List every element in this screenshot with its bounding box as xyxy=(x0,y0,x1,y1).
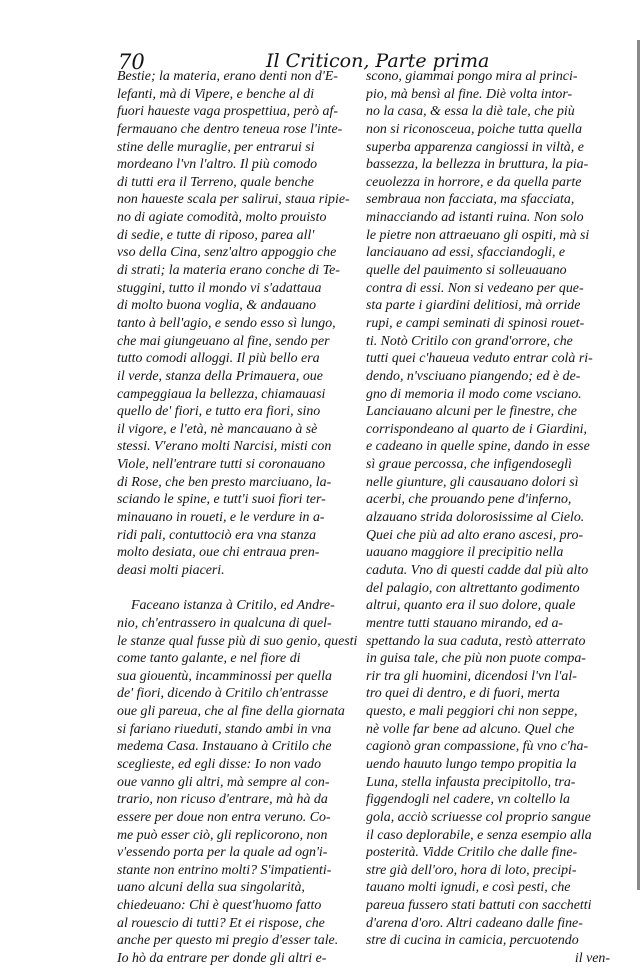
text-line: stuggini, tutto il mondo vi s'adattaua xyxy=(117,280,322,296)
text-line: corrispondeano al quarto de i Giardini, xyxy=(366,421,587,437)
text-line: e cadeano in quelle spine, dando in esse xyxy=(366,439,590,455)
text-line: lefanti, mà di Vipere, e benche al di xyxy=(117,86,315,102)
text-line: il ven- xyxy=(574,951,610,967)
text-line: Faceano istanza à Critilo, ed Andre- xyxy=(131,598,335,614)
text-line: tauano molti ignudi, e così pesti, che xyxy=(366,880,571,896)
text-line: minauano in roueti, e le verdure in a- xyxy=(117,510,325,526)
text-line: rupi, e campi seminati di spinosi rouet- xyxy=(366,315,585,331)
text-line: bassezza, la bellezza in bruttura, la pia- xyxy=(366,157,589,173)
text-line: di molto buona voglia, & andauano xyxy=(117,298,317,314)
text-line: acerbi, che prouando pene d'inferno, xyxy=(366,492,572,508)
text-line: stre già dell'oro, hora di loto, precipi- xyxy=(366,862,577,878)
text-line: trario, non ricuso d'entrare, mà hà da xyxy=(117,792,328,808)
text-line: Io hò da entrare per donde gli altri e- xyxy=(117,951,327,967)
paragraph-gap xyxy=(117,580,361,598)
text-line: di strati; la materia erano conche di Te- xyxy=(117,263,340,279)
text-line: no di agiate comodità, molto prouisto xyxy=(117,210,327,226)
text-line: non si riconosceua, poiche tutta quella xyxy=(366,121,583,137)
text-line: d'arena d'oro. Altri cadeano dalle fine- xyxy=(366,915,583,931)
page-edge-shadow xyxy=(637,40,640,890)
text-line: al rouescio di tutti? Et ei rispose, che xyxy=(117,915,325,931)
text-line: che mai giungeuano al fine, sendo per xyxy=(117,333,330,349)
right-text-column xyxy=(366,68,612,968)
text-line: lanciauano ad essi, sfacciandogli, e xyxy=(366,245,566,261)
text-line: minacciando ad istanti ruina. Non solo xyxy=(366,210,584,226)
text-line: gno di memoria il modo come vsciano. xyxy=(366,386,582,402)
text-line: vso della Cina, senz'altro appoggio che xyxy=(117,245,337,261)
text-line: questo, e mali peggiori chi non seppe, xyxy=(366,704,578,720)
text-line: stine delle muraglie, per entrarui si xyxy=(117,139,315,155)
text-line: uano alcuni della sua singolarità, xyxy=(117,880,305,896)
text-line: di sedie, e tutte di riposo, parea all' xyxy=(117,227,315,243)
text-line: quello de' fiori, e tutto era fiori, sino xyxy=(117,404,321,420)
text-line: nè volle far bene ad alcuno. Quel che xyxy=(366,721,575,737)
text-line: tro quei di dentro, e di fuori, merta xyxy=(366,686,560,702)
text-line: quelle del pauimento si solleuauano xyxy=(366,263,567,279)
text-line: molto desiata, oue chi entraua pren- xyxy=(117,545,320,561)
text-line: tutto comodi alloggi. Il più bello era xyxy=(117,351,320,367)
text-line: sta parte i giardini delitiosi, mà orride xyxy=(366,298,581,314)
text-line: no la casa, & essa la diè tale, che più xyxy=(366,104,575,120)
text-line: del palagio, con altrettanto godimento xyxy=(366,580,580,596)
text-line: mordeano l'vn l'altro. Il più comodo xyxy=(117,157,318,173)
text-line: cagionò gran compassione, fù vno c'ha- xyxy=(366,739,589,755)
running-title: Il Criticon, Parte prima xyxy=(266,50,490,72)
text-line: come tanto galante, e nel fiore di xyxy=(117,651,301,667)
text-line: deasi molti piaceri. xyxy=(117,562,225,578)
text-line: me può esser ciò, gli replicorono, non xyxy=(117,827,328,843)
text-line: posterità. Vidde Critilo che dalle fine- xyxy=(366,845,578,861)
text-line: stante non entrino molti? S'impatienti- xyxy=(117,862,332,878)
text-line: le pietre non attraeuano gli ospiti, mà si xyxy=(366,227,590,243)
text-line: Bestie; la materia, erano denti non d'E- xyxy=(117,69,338,84)
text-line: tutti quei c'haueua veduto entrar colà ri- xyxy=(366,351,593,367)
text-line: Lanciauano alcuni per le finestre, che xyxy=(366,404,577,420)
text-line: ridi pali, contuttociò era vna stanza xyxy=(117,527,317,543)
text-line: pio, mà bensì al fine. Diè volta intor- xyxy=(366,86,573,102)
text-line: il caso deplorabile, e senza esempio alla xyxy=(366,827,592,843)
text-line: ceuolezza in horrore, e da quella parte xyxy=(366,174,582,190)
text-line: il vigore, e l'età, nè mancauano à sè xyxy=(117,421,318,437)
text-line: fermauano che dentro teneua rose l'inte- xyxy=(117,121,343,137)
text-line: sì graue percossa, che infigendoseglì xyxy=(366,457,572,473)
text-line: sceglieste, ed egli disse: Io non vado xyxy=(117,756,322,772)
page-number: 70 xyxy=(118,50,145,74)
text-line: si fariano riueduti, stando ambi in vna xyxy=(117,721,332,737)
text-line: Luna, stella infausta precipitollo, tra- xyxy=(366,774,576,790)
text-line: alzauano strida dolorosissime al Cielo. xyxy=(366,510,585,526)
text-line: tanto à bell'agio, e sendo esso sì lungo, xyxy=(117,315,336,331)
left-text-column xyxy=(117,68,361,968)
text-line: stessi. V'erano molti Narcisi, misti con xyxy=(117,439,332,455)
text-line: pareua fussero stati battuti con sacchetti xyxy=(366,898,592,914)
text-line: in guisa tale, che più non puote compa- xyxy=(366,651,586,667)
text-line: dendo, n'vsciuano piangendo; ed è de- xyxy=(366,368,581,384)
text-line: anche per questo mi pregio d'esser tale. xyxy=(117,933,339,949)
text-line: stre di cucina in camicia, percuotendo xyxy=(366,933,579,949)
text-line: mentre tutti stauano mirando, ed a- xyxy=(366,615,564,631)
text-line: oue vanno gli altri, mà sempre al con- xyxy=(117,774,330,790)
text-line: nio, ch'entrassero in qualcuna di quel- xyxy=(117,615,332,631)
text-line: non haueste scala per salirui, staua ripie- xyxy=(117,192,350,208)
text-line: de' fiori, dicendo à Critilo ch'entrasse xyxy=(117,686,329,702)
text-line: le stanze qual fusse più di suo genio, questi xyxy=(117,633,358,649)
text-line: scono, giammai pongo mira al princi- xyxy=(366,69,578,84)
text-line: fuori haueste vaga prospettiua, però af- xyxy=(117,104,338,120)
text-line: uendo hauuto lungo tempo propitia la xyxy=(366,756,577,772)
text-line: di Rose, che ben presto marciuano, la- xyxy=(117,474,332,490)
text-line: uauano maggiore il precipitio nella xyxy=(366,545,564,561)
text-line: chiedeuano: Chi è quest'huomo fatto xyxy=(117,898,322,914)
text-line: il verde, stanza della Primauera, oue xyxy=(117,368,323,384)
text-line: rir tra gli huomini, dicendosi l'vn l'al- xyxy=(366,668,577,684)
text-line: nelle giunture, gli causauano dolori sì xyxy=(366,474,579,490)
text-line: oue gli pareua, che al fine della giornata xyxy=(117,704,345,720)
text-line: superba apparenza cangiossi in viltà, e xyxy=(366,139,584,155)
text-line: medema Casa. Instauano à Critilo che xyxy=(117,739,332,755)
text-line: sua giouentù, incamminossi per quella xyxy=(117,668,332,684)
text-line: essere per doue non entra veruno. Co- xyxy=(117,809,331,825)
text-line: Viole, nell'entrare tutti si coronauano xyxy=(117,457,326,473)
text-line: contra di essi. Non si vedeano per que- xyxy=(366,280,584,296)
text-line: gola, acciò scriuesse col proprio sangue xyxy=(366,809,591,825)
text-line: sciando le spine, e tutt'i suoi fiori ter- xyxy=(117,492,326,508)
text-line: spettando la sua caduta, restò atterrato xyxy=(366,633,586,649)
text-line: ti. Notò Critilo con grand'orrore, che xyxy=(366,333,573,349)
text-line: caduta. Vno di questi cadde dal più alto xyxy=(366,562,589,578)
text-line: altrui, quanto era il suo dolore, quale xyxy=(366,598,576,614)
text-line: figgendogli nel cadere, vn coltello la xyxy=(366,792,570,808)
text-line: Quei che più ad alto erano ascesi, pro- xyxy=(366,527,584,543)
text-line: di tutti era il Terreno, quale benche xyxy=(117,174,314,190)
text-line: campeggiaua la bellezza, chiamauasi xyxy=(117,386,326,402)
text-line: sembraua non facciata, ma sfacciata, xyxy=(366,192,575,208)
text-line: v'essendo porta per la quale ad ogn'i- xyxy=(117,845,328,861)
